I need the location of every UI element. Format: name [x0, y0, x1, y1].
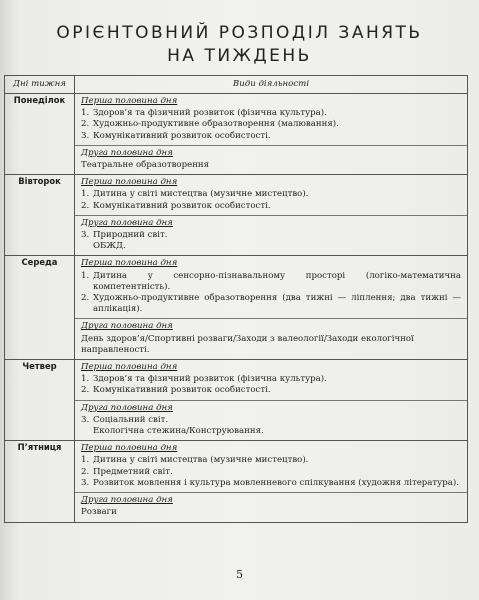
second-half-text: Розваги	[81, 507, 117, 518]
page-title-line-2: НА ТИЖДЕНЬ	[167, 46, 312, 66]
first-half-title: Перша половина дня	[81, 96, 178, 106]
second-half-block	[75, 145, 467, 174]
weekly-schedule-table	[4, 75, 468, 523]
list-item: 1. Дитина у світі мистецтва (музичне мистецтво).	[81, 189, 309, 200]
second-half-extra: Екологічна стежина/Конструювання.	[93, 426, 264, 437]
second-half-title: Друга половина дня	[81, 495, 173, 506]
list-item: 2. Художньо-продуктивне образотворення (два тижні — ліплення; два тижні — аплікація).	[81, 293, 461, 315]
day-name: Четвер	[5, 360, 75, 441]
list-item: 1. Дитина у світі мистецтва (музичне мистецтво).	[81, 455, 309, 466]
table-row	[5, 360, 468, 441]
day-activities	[75, 360, 468, 441]
first-half-block	[75, 360, 467, 400]
second-half-title: Друга половина дня	[81, 217, 173, 228]
list-item: 2. Художньо-продуктивне образотворення (малювання).	[81, 119, 339, 130]
day-name: Середа	[5, 256, 75, 360]
list-item: 2. Комунікативний розвиток особистості.	[81, 200, 271, 211]
second-half-extra: ОБЖД.	[93, 241, 126, 252]
table-row	[5, 441, 468, 522]
list-item: 1. Здоров’я та фізичний розвиток (фізична культура).	[81, 108, 327, 119]
page-title	[0, 22, 479, 68]
day-name: П’ятниця	[5, 441, 75, 522]
list-item: 3. Розвиток мовлення і культура мовленневого спілкування (художня література).	[81, 477, 459, 488]
table-header-row	[5, 76, 468, 94]
day-activities	[75, 256, 468, 360]
first-half-title: Перша половина дня	[81, 258, 178, 269]
second-half-block	[75, 492, 467, 521]
list-item: 3. Соціальний світ.	[81, 414, 169, 425]
second-half-title: Друга половина дня	[81, 321, 173, 332]
table-row	[5, 256, 468, 360]
first-half-block	[75, 175, 467, 215]
second-half-block	[75, 318, 467, 359]
list-item: 1. Дитина у сенсорно-пізнавальному просторі (логіко-математична компетентність).	[81, 270, 461, 292]
table-row	[5, 175, 468, 256]
second-half-block	[75, 215, 467, 256]
list-item: 2. Предметний світ.	[81, 466, 173, 477]
first-half-title: Перша половина дня	[81, 362, 178, 373]
first-half-title: Перша половина дня	[81, 177, 178, 188]
list-item: 3. Комунікативний розвиток особистості.	[81, 130, 271, 141]
page-number: 5	[236, 568, 243, 581]
list-item: 3. Природний світ.	[81, 230, 168, 241]
day-name: Вівторок	[5, 175, 75, 256]
second-half-block	[75, 400, 467, 441]
list-item: 1. Здоров’я та фізичний розвиток (фізична культура).	[81, 374, 327, 385]
page-title-line-1: ОРІЄНТОВНИЙ РОЗПОДІЛ ЗАНЯТЬ	[56, 23, 423, 43]
second-half-text: Театральне образотворення	[81, 160, 210, 171]
first-half-title: Перша половина дня	[81, 443, 178, 454]
second-half-title: Друга половина дня	[81, 147, 173, 158]
second-half-title: Друга половина дня	[81, 402, 173, 413]
list-item: 2. Комунікативний розвиток особистості.	[81, 385, 271, 396]
day-activities	[75, 441, 468, 522]
day-activities	[75, 94, 468, 175]
first-half-block	[75, 94, 467, 145]
first-half-block	[75, 441, 467, 492]
table-row	[5, 94, 468, 175]
day-name: Понеділок	[5, 94, 75, 175]
day-activities	[75, 175, 468, 256]
first-half-block	[75, 256, 467, 318]
second-half-text: День здоров’я/Спортивні розваги/Заходи з валеології/Заходи екологічної направленості.	[81, 333, 414, 355]
header-days: Дні тижня	[5, 76, 75, 94]
header-activities: Види діяльності	[75, 76, 468, 94]
